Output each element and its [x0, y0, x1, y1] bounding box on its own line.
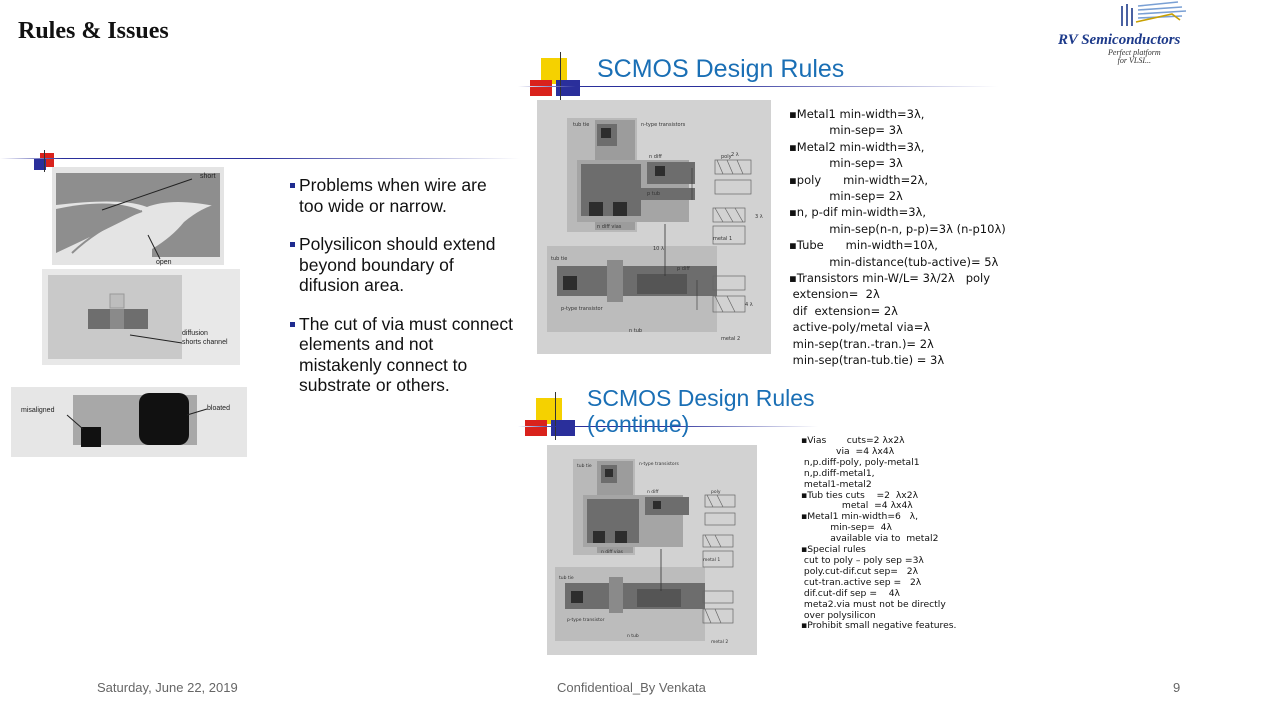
- label-bloated: bloated: [207, 405, 230, 412]
- panel2-title-line1: SCMOS Design Rules: [587, 385, 815, 411]
- layout-label: p tub: [647, 191, 661, 197]
- deco-rule-line: [0, 158, 520, 159]
- layout-label: 3 λ: [755, 214, 763, 220]
- deco-vertical-line: [44, 150, 45, 172]
- layout-label: n-type transistors: [641, 122, 686, 128]
- layout-label: 10 λ: [653, 246, 664, 252]
- panel1-rules-text: ▪Metal1 min-width=3λ, min-sep= 3λ ▪Metal2 min-width=3λ, min-sep= 3λ ▪poly min-width=2λ, min-sep= 2λ ▪n, p-dif min-width=3λ, min-sep(n-n, p-p)=3λ (n-p10λ) ▪Tube min-width=10λ, min-distance(tub-active)= 5λ ▪Transistors min-W/L= 3λ/2λ poly extension= 2λ dif extension= 2λ active-poly/metal via=λ min-sep(tran.-tran.)= 2λ min-sep(tran-tub.tie) = 3λ: [789, 107, 1006, 368]
- logo-mark-icon: [1030, 0, 1275, 34]
- figure-via-misaligned: [11, 387, 247, 457]
- layout-label: n tub: [627, 634, 639, 639]
- slide-title: Rules & Issues: [18, 18, 169, 44]
- layout-label: n diff: [647, 490, 659, 495]
- layout-label: p-type transistor: [567, 618, 605, 623]
- layout-label: metal 2: [711, 640, 729, 645]
- layout-label: metal 2: [721, 336, 741, 342]
- layout-label: poly: [711, 490, 721, 495]
- bullet-item: Problems when wire are too wide or narrow.: [290, 175, 515, 216]
- layout-label: n diff vias: [597, 224, 622, 230]
- panel1-title: SCMOS Design Rules: [597, 55, 845, 83]
- layout-label: tub tie: [573, 122, 590, 128]
- footer-confidential: Confidentioal_By Venkata: [557, 680, 706, 695]
- layout-label: p-type transistor: [561, 306, 603, 312]
- layout-label: p diff: [677, 266, 690, 272]
- label-open: open: [156, 259, 172, 266]
- layout-label: n-type transistors: [639, 462, 679, 467]
- panel1-layout-figure: [537, 100, 771, 354]
- deco-vertical-line: [560, 52, 561, 100]
- logo-tagline-1: Perfect platform: [1108, 48, 1161, 57]
- layout-label: metal 1: [703, 558, 721, 563]
- panel2-title: [587, 385, 815, 437]
- figure-short-open: [52, 167, 224, 265]
- deco-red-square: [530, 80, 552, 96]
- issue-bullet-list: [290, 175, 515, 414]
- label-diffusion: diffusion: [182, 330, 208, 337]
- layout-label: 4 λ: [745, 302, 753, 308]
- layout-label: n diff vias: [601, 550, 623, 555]
- footer-date: Saturday, June 22, 2019: [97, 680, 238, 695]
- bullet-item: Polysilicon should extend beyond boundary of difusion area.: [290, 234, 515, 296]
- layout-label: tub tie: [551, 256, 568, 262]
- bullet-item: The cut of via must connect elements and not mistakenly connect to substrate or others.: [290, 314, 515, 396]
- label-diffusion-shorts: [182, 329, 228, 347]
- logo-tagline: [1108, 49, 1161, 65]
- panel2-title-line2: (continue): [587, 411, 690, 437]
- label-misaligned: misaligned: [21, 407, 55, 414]
- layout-label: tub tie: [577, 464, 592, 469]
- layout-label: n diff: [649, 154, 662, 160]
- panel2-rules-text: ▪Vias cuts=2 λx2λ via =4 λx4λ n,p.diff-poly, poly-metal1 n,p.diff-metal1, metal1-metal2 ▪Tub ties cuts =2 λx2λ metal =4 λx4λ ▪Metal1 min-width=6 λ, min-sep= 4λ available via to metal2 ▪Special rules cut to poly – poly sep =3λ poly.cut-dif.cut sep= 2λ cut-tran.active sep = 2λ dif.cut-dif sep = 4λ meta2.via must not be directly over polysilicon ▪Prohibit small negative features.: [801, 435, 957, 632]
- deco-rule-line: [518, 86, 998, 87]
- logo-name: RV Semiconductors: [1058, 32, 1181, 48]
- deco-red-square: [525, 420, 547, 436]
- layout-label: 2 λ: [731, 152, 739, 158]
- layout-label: tub tie: [559, 576, 574, 581]
- layout-label: metal 1: [713, 236, 733, 242]
- label-short: short: [200, 173, 216, 180]
- figure-diffusion-short: [42, 269, 240, 365]
- panel2-layout-figure: [547, 445, 757, 655]
- deco-vertical-line: [555, 392, 556, 440]
- layout-label: n tub: [629, 328, 643, 334]
- layout-label: poly: [721, 154, 732, 160]
- label-shorts-channel: shorts channel: [182, 339, 228, 346]
- company-logo: [1030, 0, 1275, 66]
- logo-tagline-2: for VLSI...: [1117, 56, 1151, 65]
- footer-page-number: 9: [1173, 680, 1181, 695]
